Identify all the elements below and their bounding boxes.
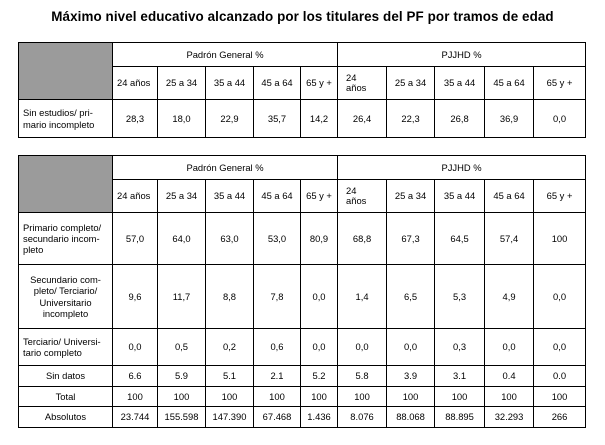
age-header: 25 a 34 bbox=[158, 180, 206, 213]
age-header: 45 a 64 bbox=[254, 180, 301, 213]
age-header: 25 a 34 bbox=[158, 67, 206, 100]
row-label: Primario completo/ secundario incom- pleto bbox=[19, 213, 113, 265]
value-cell: 5.2 bbox=[301, 366, 338, 387]
value-cell: 3.9 bbox=[387, 366, 435, 387]
table-row bbox=[19, 213, 586, 265]
row-label: Absolutos bbox=[19, 407, 113, 428]
age-header: 65 y + bbox=[301, 180, 338, 213]
age-header: 45 a 64 bbox=[485, 180, 534, 213]
group-header-padron: Padrón General % bbox=[113, 43, 338, 67]
value-cell: 80,9 bbox=[301, 213, 338, 265]
value-cell: 155.598 bbox=[158, 407, 206, 428]
value-cell: 26,4 bbox=[338, 100, 387, 138]
value-cell: 57,4 bbox=[485, 213, 534, 265]
table-niveles-educativos bbox=[18, 155, 586, 428]
value-cell: 35,7 bbox=[254, 100, 301, 138]
age-header: 25 a 34 bbox=[387, 67, 435, 100]
value-cell: 100 bbox=[301, 387, 338, 407]
value-cell: 0,3 bbox=[435, 329, 485, 366]
value-cell: 266 bbox=[534, 407, 586, 428]
table-row bbox=[19, 329, 586, 366]
age-header: 45 a 64 bbox=[254, 67, 301, 100]
value-cell: 4,9 bbox=[485, 265, 534, 329]
value-cell: 2.1 bbox=[254, 366, 301, 387]
value-cell: 8,8 bbox=[206, 265, 254, 329]
value-cell: 0,0 bbox=[534, 100, 586, 138]
value-cell: 63,0 bbox=[206, 213, 254, 265]
age-header: 24 años bbox=[113, 67, 158, 100]
age-header: 35 a 44 bbox=[206, 67, 254, 100]
value-cell: 53,0 bbox=[254, 213, 301, 265]
value-cell: 100 bbox=[254, 387, 301, 407]
value-cell: 6,5 bbox=[387, 265, 435, 329]
value-cell: 67.468 bbox=[254, 407, 301, 428]
value-cell: 18,0 bbox=[158, 100, 206, 138]
row-label: Secundario com- pleto/ Terciario/ Universitario incompleto bbox=[19, 265, 113, 329]
value-cell: 100 bbox=[485, 387, 534, 407]
value-cell: 67,3 bbox=[387, 213, 435, 265]
value-cell: 9,6 bbox=[113, 265, 158, 329]
value-cell: 0,0 bbox=[338, 329, 387, 366]
value-cell: 57,0 bbox=[113, 213, 158, 265]
document-title: Máximo nivel educativo alcanzado por los titulares del PF por tramos de edad bbox=[51, 9, 554, 24]
age-header: 65 y + bbox=[301, 67, 338, 100]
row-label: Total bbox=[19, 387, 113, 407]
value-cell: 3.1 bbox=[435, 366, 485, 387]
value-cell: 0,0 bbox=[301, 329, 338, 366]
age-header: 24 años bbox=[338, 180, 387, 213]
value-cell: 0,0 bbox=[534, 265, 586, 329]
value-cell: 32.293 bbox=[485, 407, 534, 428]
value-cell: 22,3 bbox=[387, 100, 435, 138]
row-label: Sin datos bbox=[19, 366, 113, 387]
age-header: 25 a 34 bbox=[387, 180, 435, 213]
age-header: 35 a 44 bbox=[435, 180, 485, 213]
value-cell: 14,2 bbox=[301, 100, 338, 138]
age-header: 45 a 64 bbox=[485, 67, 534, 100]
value-cell: 100 bbox=[435, 387, 485, 407]
value-cell: 68,8 bbox=[338, 213, 387, 265]
value-cell: 36,9 bbox=[485, 100, 534, 138]
value-cell: 100 bbox=[158, 387, 206, 407]
value-cell: 26,8 bbox=[435, 100, 485, 138]
value-cell: 0,0 bbox=[113, 329, 158, 366]
value-cell: 5.9 bbox=[158, 366, 206, 387]
table-row bbox=[19, 366, 586, 387]
value-cell: 0.4 bbox=[485, 366, 534, 387]
corner-cell bbox=[19, 156, 113, 213]
value-cell: 1.436 bbox=[301, 407, 338, 428]
value-cell: 88.895 bbox=[435, 407, 485, 428]
value-cell: 0,2 bbox=[206, 329, 254, 366]
group-header-padron: Padrón General % bbox=[113, 156, 338, 180]
value-cell: 5.1 bbox=[206, 366, 254, 387]
value-cell: 0,5 bbox=[158, 329, 206, 366]
age-header: 35 a 44 bbox=[206, 180, 254, 213]
value-cell: 7,8 bbox=[254, 265, 301, 329]
table-row bbox=[19, 407, 586, 428]
table-row bbox=[19, 100, 586, 138]
value-cell: 88.068 bbox=[387, 407, 435, 428]
value-cell: 1,4 bbox=[338, 265, 387, 329]
value-cell: 5,3 bbox=[435, 265, 485, 329]
value-cell: 64,5 bbox=[435, 213, 485, 265]
table-sin-estudios bbox=[18, 42, 586, 138]
table-row bbox=[19, 265, 586, 329]
value-cell: 22,9 bbox=[206, 100, 254, 138]
corner-cell bbox=[19, 43, 113, 100]
value-cell: 6.6 bbox=[113, 366, 158, 387]
age-header: 35 a 44 bbox=[435, 67, 485, 100]
table-row bbox=[19, 387, 586, 407]
value-cell: 100 bbox=[338, 387, 387, 407]
value-cell: 11,7 bbox=[158, 265, 206, 329]
row-label: Terciario/ Universi- tario completo bbox=[19, 329, 113, 366]
age-header: 65 y + bbox=[534, 180, 586, 213]
value-cell: 100 bbox=[534, 213, 586, 265]
value-cell: 0,0 bbox=[387, 329, 435, 366]
value-cell: 0,6 bbox=[254, 329, 301, 366]
group-header-pjjhd: PJJHD % bbox=[338, 156, 586, 180]
value-cell: 23.744 bbox=[113, 407, 158, 428]
value-cell: 100 bbox=[113, 387, 158, 407]
age-header: 65 y + bbox=[534, 67, 586, 100]
value-cell: 100 bbox=[387, 387, 435, 407]
value-cell: 0.0 bbox=[534, 366, 586, 387]
value-cell: 28,3 bbox=[113, 100, 158, 138]
value-cell: 100 bbox=[534, 387, 586, 407]
age-header: 24 años bbox=[338, 67, 387, 100]
row-label: Sin estudios/ pri- mario incompleto bbox=[19, 100, 113, 138]
value-cell: 5.8 bbox=[338, 366, 387, 387]
value-cell: 0,0 bbox=[485, 329, 534, 366]
value-cell: 147.390 bbox=[206, 407, 254, 428]
age-header: 24 años bbox=[113, 180, 158, 213]
value-cell: 100 bbox=[206, 387, 254, 407]
value-cell: 0,0 bbox=[534, 329, 586, 366]
value-cell: 64,0 bbox=[158, 213, 206, 265]
value-cell: 8.076 bbox=[338, 407, 387, 428]
group-header-pjjhd: PJJHD % bbox=[338, 43, 586, 67]
value-cell: 0,0 bbox=[301, 265, 338, 329]
